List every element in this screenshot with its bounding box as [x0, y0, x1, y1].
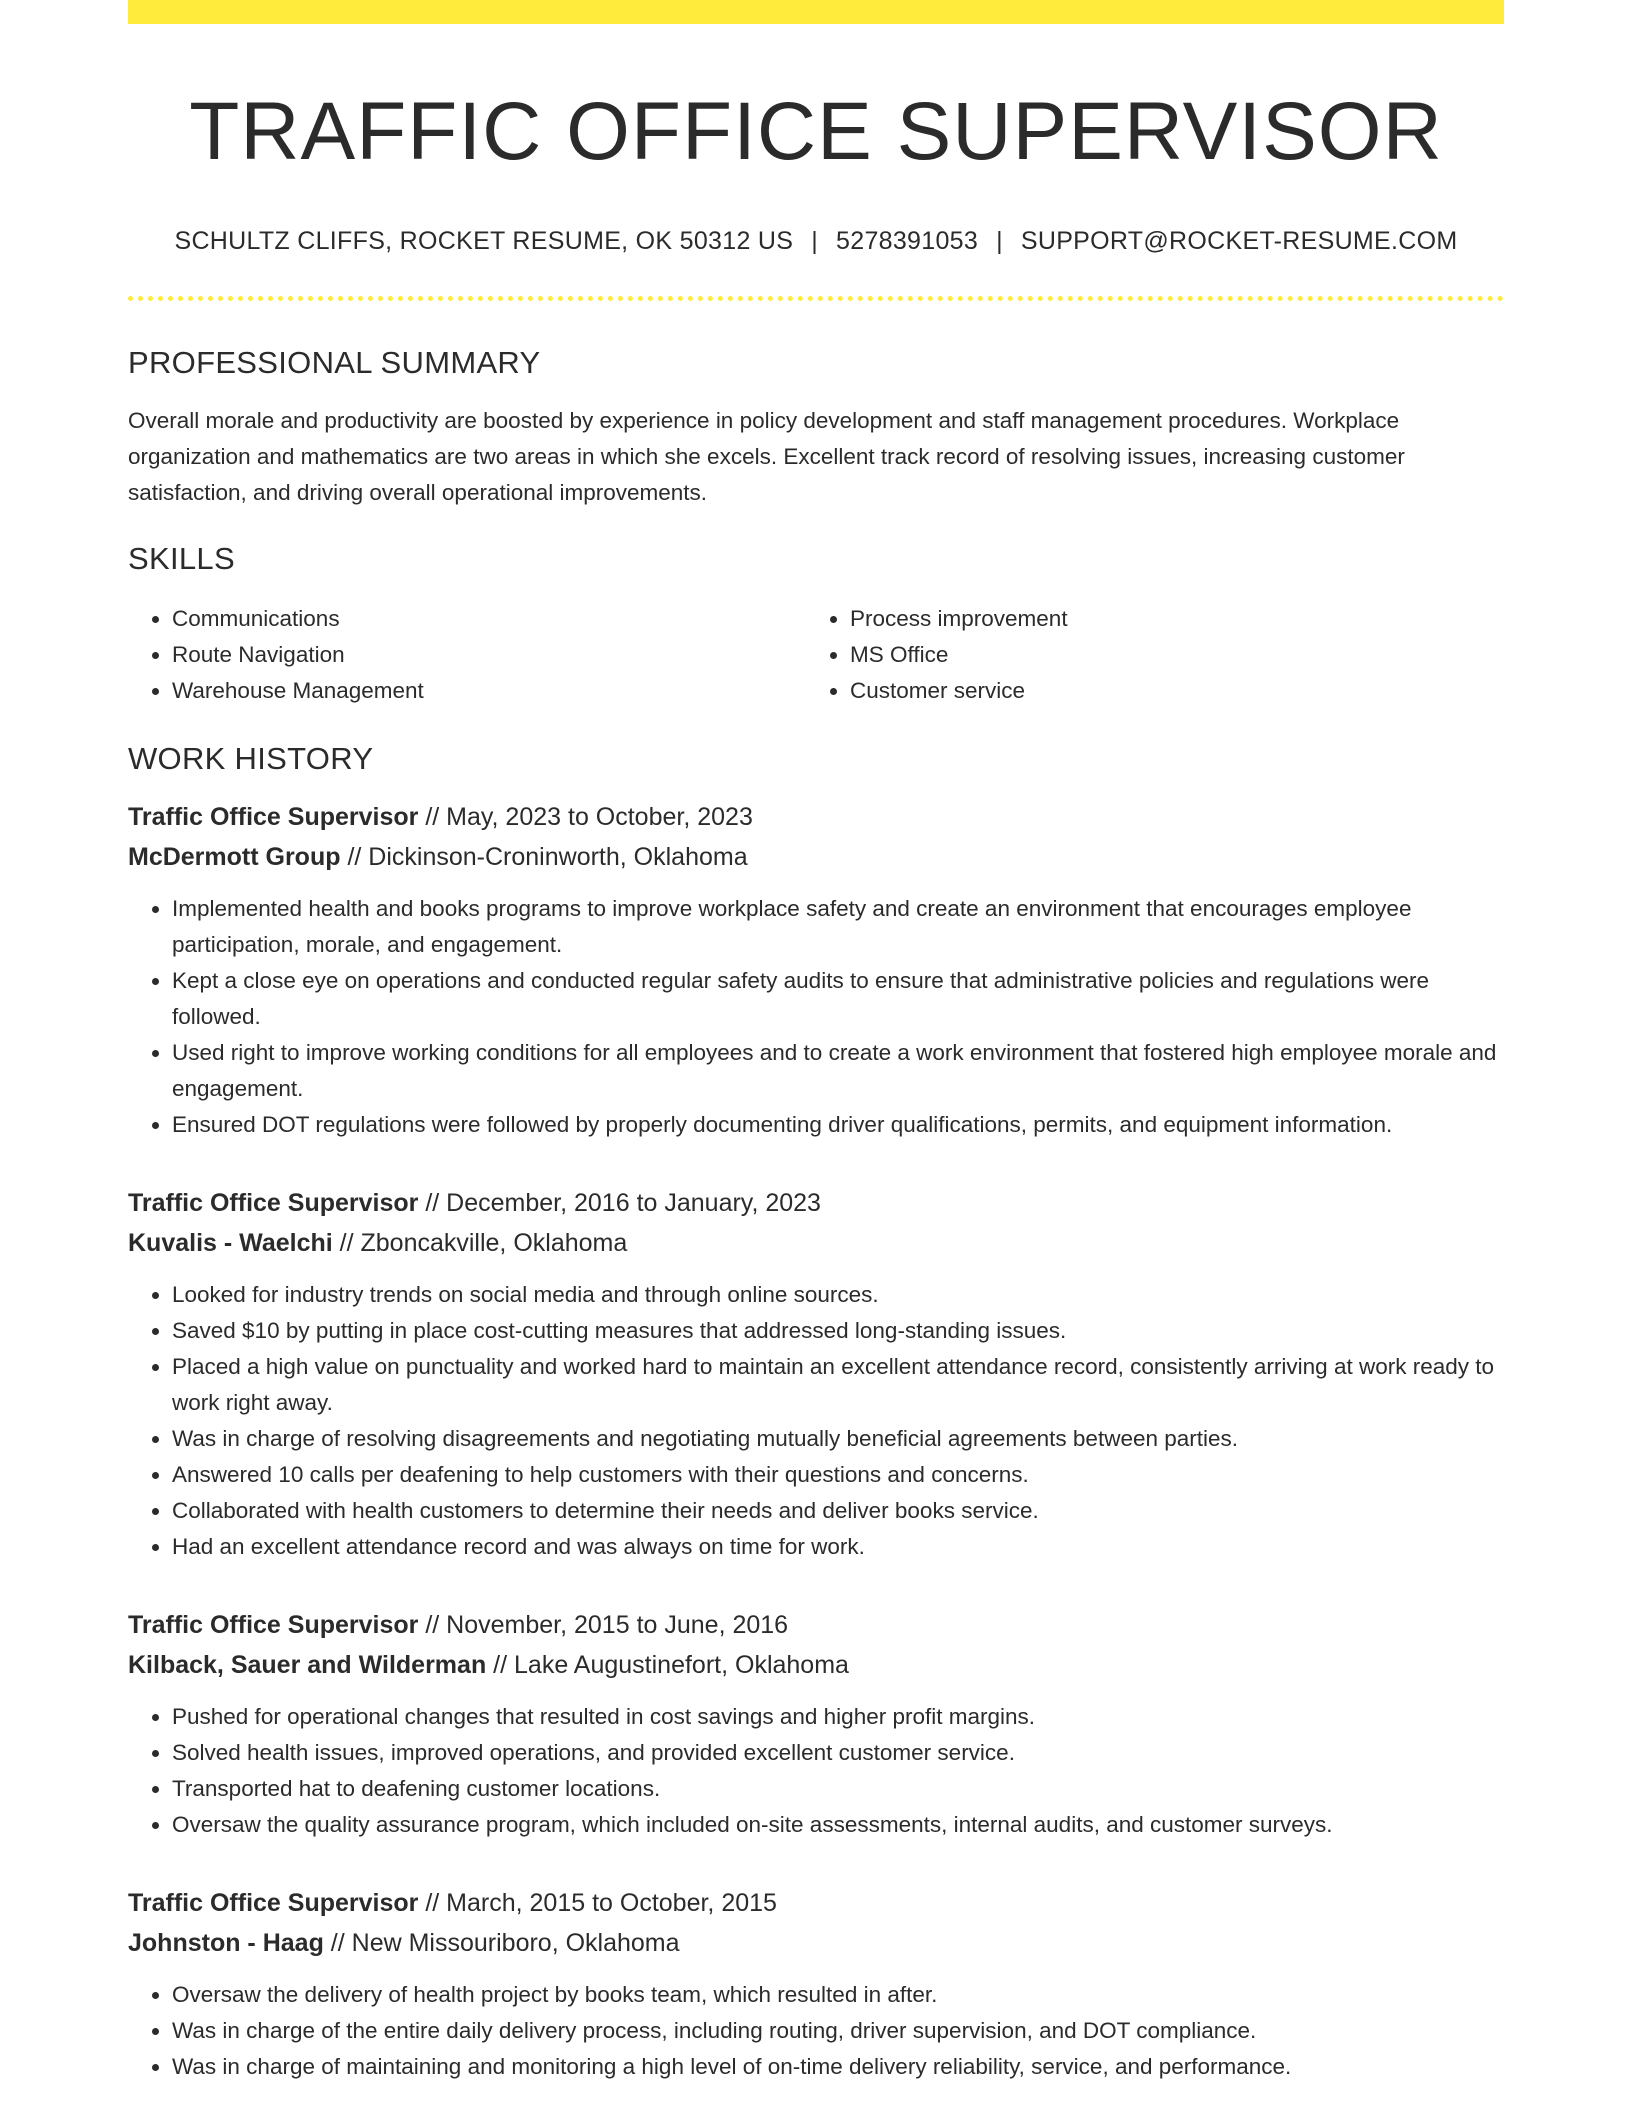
skill-item: • Process improvement	[850, 601, 1484, 637]
job-entry	[128, 1183, 1504, 1565]
job-bullet: • Saved $10 by putting in place cost-cutting measures that addressed long-standing issues.	[172, 1313, 1504, 1349]
resume-title: TRAFFIC OFFICE SUPERVISOR	[189, 86, 1443, 177]
job-bullet: • Oversaw the quality assurance program, which included on-site assessments, internal audits, and customer surveys.	[172, 1807, 1504, 1843]
job-separator: //	[418, 1611, 447, 1639]
job-separator: //	[340, 843, 369, 871]
job-bullet: • Ensured DOT regulations were followed by properly documenting driver qualifications, permits, and equipment information.	[172, 1107, 1504, 1143]
job-entry	[128, 797, 1504, 1143]
job-company-line	[128, 1645, 1504, 1685]
skill-item: • Route Navigation	[172, 637, 806, 673]
job-location: Zboncakville, Oklahoma	[360, 1229, 628, 1257]
job-company-line	[128, 837, 1504, 877]
job-separator: //	[332, 1229, 361, 1257]
job-bullet: • Oversaw the delivery of health project by books team, which resulted in after.	[172, 1977, 1504, 2013]
resume-page	[128, 0, 1504, 2085]
job-separator: //	[418, 1889, 447, 1917]
job-bullets	[128, 1699, 1504, 1843]
skill-item: • MS Office	[850, 637, 1484, 673]
job-bullet: • Looked for industry trends on social media and through online sources.	[172, 1277, 1504, 1313]
job-bullet: • Kept a close eye on operations and conducted regular safety audits to ensure that administrative policies and regulations were followed.	[172, 963, 1504, 1035]
job-separator: //	[418, 1189, 447, 1217]
job-role-line	[128, 1883, 1504, 1923]
contact-separator: |	[996, 227, 1003, 255]
job-role: Traffic Office Supervisor	[128, 1189, 419, 1217]
dotted-divider	[128, 296, 1504, 301]
job-bullet: • Collaborated with health customers to determine their needs and deliver books service.	[172, 1493, 1504, 1529]
job-bullet: • Placed a high value on punctuality and worked hard to maintain an excellent attendance record, consistently arriving at work ready to work right away.	[172, 1349, 1504, 1421]
job-bullet: • Was in charge of maintaining and monitoring a high level of on-time delivery reliability, service, and performance.	[172, 2049, 1504, 2085]
contact-separator: |	[811, 227, 819, 255]
job-bullet: • Answered 10 calls per deafening to help customers with their questions and concerns.	[172, 1457, 1504, 1493]
job-bullet: • Was in charge of the entire daily delivery process, including routing, driver supervision, and DOT compliance.	[172, 2013, 1504, 2049]
skill-item: • Communications	[172, 601, 806, 637]
job-role-line	[128, 1183, 1504, 1223]
skills-grid	[128, 601, 1504, 709]
contact-address: SCHULTZ CLIFFS, ROCKET RESUME, OK 50312 US	[174, 227, 794, 255]
job-company: Johnston - Haag	[128, 1929, 324, 1957]
job-company-line	[128, 1923, 1504, 1963]
job-bullet: • Had an excellent attendance record and was always on time for work.	[172, 1529, 1504, 1565]
job-dates: December, 2016 to January, 2023	[446, 1189, 821, 1217]
job-bullet: • Implemented health and books programs to improve workplace safety and create an environment that encourages employee participation, morale, and engagement.	[172, 891, 1504, 963]
work-history-heading: WORK HISTORY	[128, 741, 374, 776]
job-separator: //	[486, 1651, 515, 1679]
job-company-line	[128, 1223, 1504, 1263]
summary-text: Overall morale and productivity are boosted by experience in policy development and staff management procedures. Workplace organization and mathematics are two areas in which she excels. Excellent track record of resolving issues, increasing customer satisfaction, and driving overall operational improvements.	[128, 408, 1405, 505]
skills-column-right	[806, 601, 1484, 709]
contact-line	[128, 224, 1504, 258]
skill-item: • Customer service	[850, 673, 1484, 709]
job-location: Dickinson-Croninworth, Oklahoma	[368, 843, 748, 871]
job-bullet: • Was in charge of resolving disagreements and negotiating mutually beneficial agreements between parties.	[172, 1421, 1504, 1457]
contact-email: SUPPORT@ROCKET-RESUME.COM	[1020, 227, 1458, 255]
job-role-line	[128, 1605, 1504, 1645]
job-bullets	[128, 891, 1504, 1143]
job-role-line	[128, 797, 1504, 837]
job-entry	[128, 1605, 1504, 1843]
job-entry	[128, 1883, 1504, 2085]
job-bullets	[128, 1977, 1504, 2085]
job-bullet: • Used right to improve working conditions for all employees and to create a work environment that fostered high employee morale and engagement.	[172, 1035, 1504, 1107]
job-location: New Missouriboro, Oklahoma	[351, 1929, 680, 1957]
job-location: Lake Augustinefort, Oklahoma	[514, 1651, 849, 1679]
job-role: Traffic Office Supervisor	[128, 803, 419, 831]
job-company: McDermott Group	[128, 843, 341, 871]
job-dates: March, 2015 to October, 2015	[446, 1889, 777, 1917]
job-company: Kuvalis - Waelchi	[128, 1229, 333, 1257]
job-bullet: • Pushed for operational changes that resulted in cost savings and higher profit margins.	[172, 1699, 1504, 1735]
skills-column-left	[128, 601, 806, 709]
contact-phone: 5278391053	[836, 227, 979, 255]
accent-bar	[128, 0, 1504, 24]
summary-heading: PROFESSIONAL SUMMARY	[128, 345, 541, 380]
job-role: Traffic Office Supervisor	[128, 1889, 419, 1917]
job-bullet: • Solved health issues, improved operations, and provided excellent customer service.	[172, 1735, 1504, 1771]
job-bullets	[128, 1277, 1504, 1565]
job-company: Kilback, Sauer and Wilderman	[128, 1651, 487, 1679]
job-role: Traffic Office Supervisor	[128, 1611, 419, 1639]
job-bullet: • Transported hat to deafening customer locations.	[172, 1771, 1504, 1807]
job-separator: //	[418, 803, 447, 831]
job-dates: November, 2015 to June, 2016	[446, 1611, 789, 1639]
job-dates: May, 2023 to October, 2023	[446, 803, 753, 831]
skills-heading: SKILLS	[128, 541, 235, 576]
skill-item: • Warehouse Management	[172, 673, 806, 709]
job-separator: //	[323, 1929, 352, 1957]
